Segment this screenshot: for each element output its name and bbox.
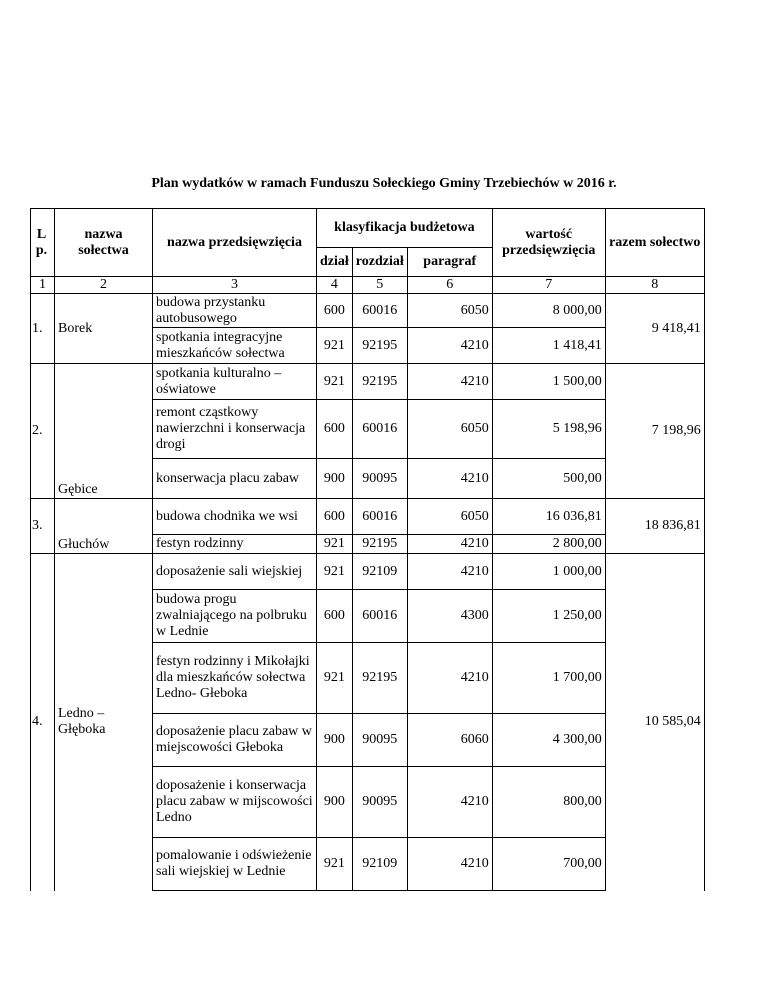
dzial-cell: 600 [317,294,353,328]
dzial-cell: 921 [317,535,353,554]
header-klasyfikacja: klasyfikacja budżetowa [317,209,493,248]
paragraf-cell: 6060 [407,714,492,767]
wartosc-cell: 2 800,00 [492,535,605,554]
razem-cell: 7 198,96 [605,364,704,499]
column-number: 6 [407,277,492,294]
rozdzial-cell: 92109 [352,838,407,891]
paragraf-cell: 4210 [407,364,492,400]
rozdzial-cell: 60016 [352,499,407,535]
document-title: Plan wydatków w ramach Funduszu Sołeckiego Gminy Trzebiechów w 2016 r. [151,176,617,191]
dzial-cell: 900 [317,459,353,499]
project-name: doposażenie placu zabaw w miejscowości Głeboka [153,714,317,767]
paragraf-cell: 4210 [407,643,492,714]
dzial-cell: 921 [317,364,353,400]
dzial-cell: 900 [317,767,353,838]
group-solectwo: Gębice [55,364,153,499]
rozdzial-cell: 92195 [352,643,407,714]
group-lp: 2. [31,364,55,499]
project-name: pomalowanie i odświeżenie sali wiejskiej w Lednie [153,838,317,891]
project-name: budowa progu zwalniającego na polbruku w Lednie [153,590,317,643]
rozdzial-cell: 92195 [352,535,407,554]
razem-cell: 9 418,41 [605,294,704,364]
column-number-row [31,277,705,294]
dzial-cell: 921 [317,643,353,714]
column-number: 3 [153,277,317,294]
column-number: 2 [55,277,153,294]
project-name: spotkania integracyjne mieszkańców sołectwa [153,328,317,364]
paragraf-cell: 6050 [407,499,492,535]
paragraf-cell: 4210 [407,554,492,590]
wartosc-cell: 8 000,00 [492,294,605,328]
table-row [31,294,705,328]
project-name: spotkania kulturalno – oświatowe [153,364,317,400]
dzial-cell: 600 [317,499,353,535]
dzial-cell: 921 [317,838,353,891]
wartosc-cell: 16 036,81 [492,499,605,535]
group-lp: 3. [31,499,55,554]
wartosc-cell: 500,00 [492,459,605,499]
project-name: remont cząstkowy nawierzchni i konserwacja drogi [153,400,317,459]
header-wartosc: wartość przedsięwzięcia [492,209,605,277]
dzial-cell: 921 [317,328,353,364]
dzial-cell: 600 [317,400,353,459]
project-name: doposażenie i konserwacja placu zabaw w mijscowości Ledno [153,767,317,838]
project-name: festyn rodzinny [153,535,317,554]
project-name: konserwacja placu zabaw [153,459,317,499]
group-solectwo: Ledno – Głęboka [55,554,153,891]
header-solectwo: nazwa sołectwa [55,209,153,277]
rozdzial-cell: 92195 [352,328,407,364]
group-lp: 4. [31,554,55,891]
paragraf-cell: 4210 [407,838,492,891]
project-name: budowa przystanku autobusowego [153,294,317,328]
wartosc-cell: 1 000,00 [492,554,605,590]
rozdzial-cell: 60016 [352,590,407,643]
paragraf-cell: 4210 [407,328,492,364]
wartosc-cell: 1 250,00 [492,590,605,643]
dzial-cell: 921 [317,554,353,590]
rozdzial-cell: 92195 [352,364,407,400]
wartosc-cell: 1 700,00 [492,643,605,714]
wartosc-cell: 700,00 [492,838,605,891]
wartosc-cell: 4 300,00 [492,714,605,767]
wartosc-cell: 5 198,96 [492,400,605,459]
rozdzial-cell: 90095 [352,714,407,767]
budget-table [30,208,705,891]
header-przedsiewziecie: nazwa przedsięwzięcia [153,209,317,277]
header-dzial: dział [317,248,353,277]
column-number: 5 [352,277,407,294]
rozdzial-cell: 60016 [352,294,407,328]
paragraf-cell: 4300 [407,590,492,643]
header-lp: L p. [31,209,55,277]
rozdzial-cell: 90095 [352,767,407,838]
rozdzial-cell: 90095 [352,459,407,499]
header-paragraf: paragraf [407,248,492,277]
razem-cell: 18 836,81 [605,499,704,554]
project-name: budowa chodnika we wsi [153,499,317,535]
paragraf-cell: 6050 [407,294,492,328]
group-solectwo: Borek [55,294,153,364]
header-razem: razem sołectwo [605,209,704,277]
column-number: 4 [317,277,353,294]
dzial-cell: 900 [317,714,353,767]
column-number: 8 [605,277,704,294]
header-row-1 [31,209,705,248]
wartosc-cell: 800,00 [492,767,605,838]
wartosc-cell: 1 418,41 [492,328,605,364]
table-row [31,499,705,535]
header-rozdzial: rozdział [352,248,407,277]
project-name: festyn rodzinny i Mikołajki dla mieszkańców sołectwa Ledno- Głeboka [153,643,317,714]
paragraf-cell: 4210 [407,459,492,499]
column-number: 1 [31,277,55,294]
table-row [31,554,705,590]
rozdzial-cell: 60016 [352,400,407,459]
razem-cell: 10 585,04 [605,554,704,891]
dzial-cell: 600 [317,590,353,643]
paragraf-cell: 4210 [407,767,492,838]
group-solectwo: Głuchów [55,499,153,554]
wartosc-cell: 1 500,00 [492,364,605,400]
paragraf-cell: 4210 [407,535,492,554]
table-row [31,364,705,400]
column-number: 7 [492,277,605,294]
rozdzial-cell: 92109 [352,554,407,590]
project-name: doposażenie sali wiejskiej [153,554,317,590]
paragraf-cell: 6050 [407,400,492,459]
group-lp: 1. [31,294,55,364]
